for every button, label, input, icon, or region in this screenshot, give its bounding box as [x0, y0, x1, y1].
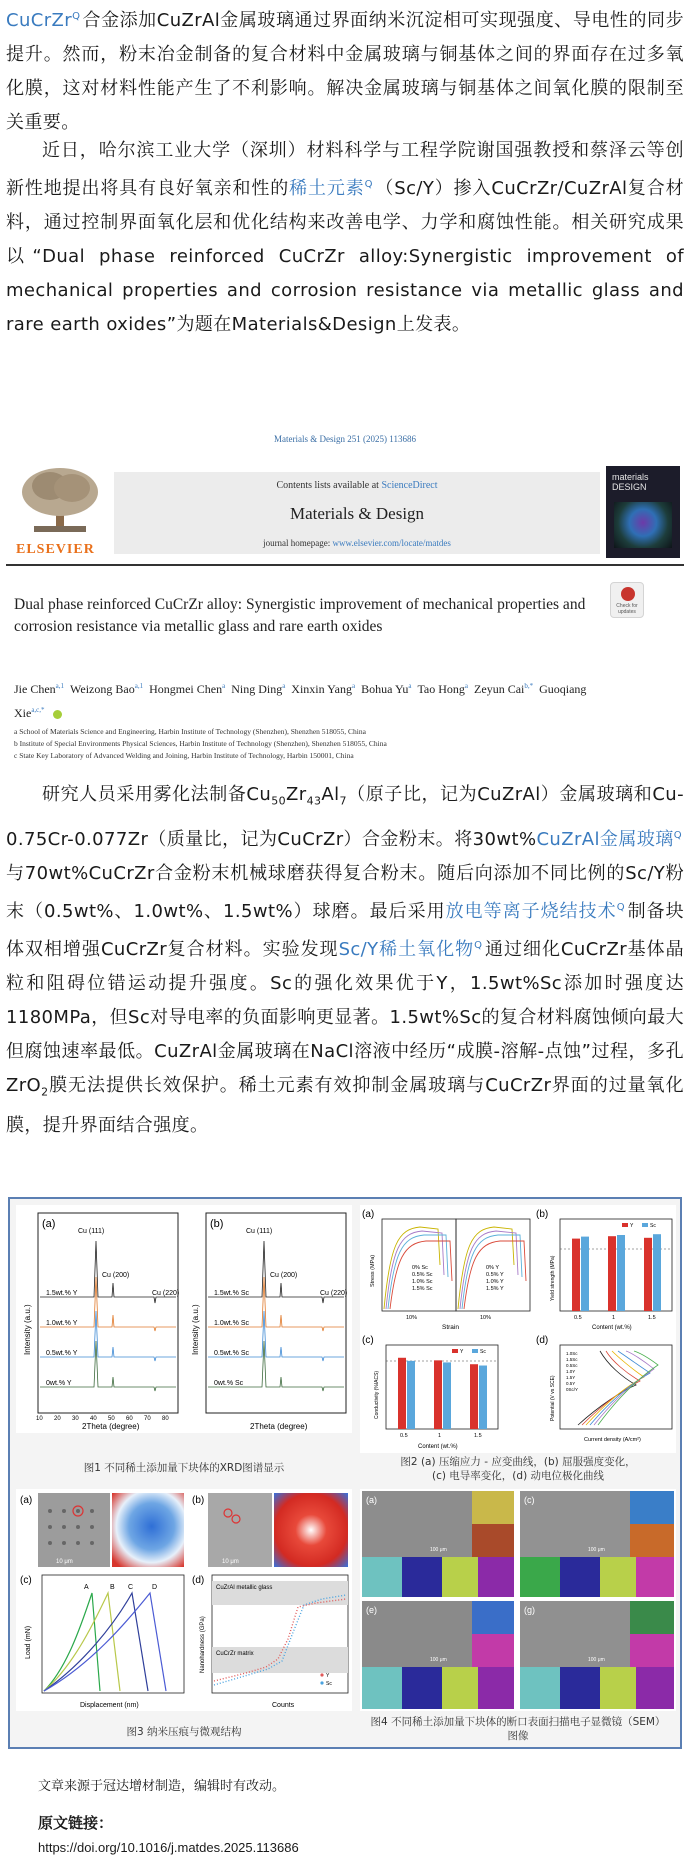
affiliation-mark: b,*	[524, 682, 534, 690]
figure-4-caption	[360, 1715, 676, 1743]
figure-2-caption	[360, 1455, 676, 1483]
journal-reference: Materials & Design 251 (2025) 113686	[274, 434, 416, 444]
news-paragraph	[6, 134, 684, 342]
method-text: 膜无法提供长效保护。稀土元素有效抑制金属玻璃与CuCrZr界面的过量氧化膜，提升界面结合强度。	[6, 1074, 684, 1137]
search-icon[interactable]: Q	[72, 11, 81, 22]
svg-text:1.0% Sc: 1.0% Sc	[412, 1279, 433, 1285]
conductivity-panel	[362, 1335, 498, 1450]
author-list	[14, 676, 594, 724]
svg-text:Sc: Sc	[650, 1223, 656, 1229]
yield-bars	[572, 1234, 661, 1311]
subscript: 43	[306, 794, 322, 808]
svg-text:70: 70	[144, 1416, 151, 1422]
intro-paragraph	[6, 0, 684, 140]
news-text-1: 近日，哈尔滨工业大学（深圳）材料科学与工程学院谢国强教授和蔡泽云等创新性地提出将具有良好氧亲和性的	[6, 140, 684, 199]
search-icon[interactable]: Q	[673, 829, 682, 841]
svg-text:Y: Y	[630, 1223, 634, 1229]
svg-text:10%: 10%	[406, 1315, 418, 1321]
svg-text:0% Sc: 0% Sc	[412, 1265, 428, 1271]
svg-text:1.5: 1.5	[474, 1433, 482, 1439]
svg-text:B: B	[110, 1584, 115, 1591]
svg-text:30: 30	[72, 1416, 79, 1422]
bar-sc	[581, 1237, 589, 1311]
method-text: 通过细化CuCrZr基体晶粒和阻碍位错运动提升强度。Sc的强化效果优于Y，1.5wt%Sc添加时强度达1180MPa，但Sc对导电率的负面影响更显著。1.5wt%Sc的复合材料腐蚀倾向最大但腐蚀速率最低。CuZrAl金属玻璃在NaCl溶液中经历“成膜-溶解-点蚀”过程，多孔ZrO	[6, 938, 684, 1096]
caption-line: 图2 (a) 压缩应力 - 应变曲线，(b) 屈服强度变化，	[400, 1456, 636, 1468]
svg-text:100 μm: 100 μm	[430, 1547, 447, 1553]
xrd-panel-b	[191, 1213, 347, 1431]
caption-line: (c) 电导率变化，(d) 动电位极化曲线	[432, 1470, 604, 1482]
author-name[interactable]: Ning Ding	[231, 682, 283, 696]
xrd-chart	[16, 1205, 352, 1433]
check-updates-icon	[621, 587, 635, 601]
author-name[interactable]: Guoqiang Xie	[14, 682, 587, 720]
y-axis-label: Load (mN)	[25, 1625, 32, 1659]
curve-label: 1.0wt.% Y	[46, 1320, 78, 1327]
author-name[interactable]: Weizong Bao	[70, 682, 135, 696]
cover-title: materials DESIGN	[612, 472, 649, 492]
journal-name: Materials & Design	[289, 504, 425, 523]
subscript: 7	[339, 794, 347, 808]
peak-label: Cu (220)	[152, 1290, 180, 1297]
figure-2-properties	[360, 1205, 676, 1453]
curve-label: 1.5wt.% Y	[46, 1290, 78, 1297]
svg-text:A: A	[84, 1584, 89, 1591]
sem-panel-g	[520, 1601, 674, 1709]
affiliation-mark: a	[282, 682, 286, 690]
y-axis-label: Conductivity (%IACS)	[374, 1370, 380, 1419]
peak-label: Cu (220)	[320, 1290, 348, 1297]
panel-label: (d)	[192, 1575, 205, 1586]
y-axis-label: Nanohardness (GPa)	[200, 1616, 206, 1673]
x-axis-label: Current density (A/cm²)	[584, 1437, 641, 1443]
affiliation-mark: a,c,*	[31, 706, 45, 714]
svg-text:1.5% Sc: 1.5% Sc	[412, 1286, 433, 1292]
sem-grid	[360, 1489, 676, 1711]
homepage-line	[114, 538, 600, 548]
panel-label: (c)	[20, 1575, 32, 1586]
curve-label: 1.5wt.% Sc	[214, 1290, 250, 1297]
bar-y	[644, 1238, 652, 1311]
curve-label: 0.5wt.% Sc	[214, 1350, 250, 1357]
affiliation-list	[14, 726, 614, 762]
x-axis-label: Strain	[442, 1324, 459, 1331]
sem-panel-e	[362, 1601, 514, 1709]
y-axis-label: Stress (MPa)	[370, 1254, 376, 1287]
x-axis-label: Content (wt.%)	[418, 1444, 458, 1450]
svg-text:(g): (g)	[524, 1605, 535, 1615]
affiliation-item: c State Key Laboratory of Advanced Welding and Joining, Harbin Institute of Technology, Harbin 150001, China	[14, 751, 354, 760]
intro-text: 合金添加CuZrAl金属玻璃通过界面纳米沉淀相可实现强度、导电性的同步提升。然而，粉末冶金制备的复合材料中金属玻璃与铜基体之间的界面存在过多氧化膜，这对材料性能产生了不利影响。解决金属玻璃与铜基体之间氧化膜的限制至关重要。	[6, 10, 684, 133]
hardness-map-a	[112, 1493, 184, 1567]
yield-strength-panel	[536, 1209, 672, 1331]
affiliation-mark: a	[464, 682, 469, 690]
affiliation-mark: a	[222, 682, 226, 690]
figure-panel	[8, 1197, 682, 1749]
y-axis-label: Intensity (a.u.)	[191, 1304, 200, 1355]
term-link-cucrzr[interactable]: CuCrZr	[6, 10, 73, 31]
panel-label: (b)	[192, 1495, 205, 1506]
svg-text:0% Y: 0% Y	[486, 1265, 500, 1271]
cover-image	[614, 502, 672, 548]
svg-text:20: 20	[54, 1416, 61, 1422]
svg-text:80: 80	[162, 1416, 169, 1422]
author-name[interactable]: Bohua Yu	[361, 682, 409, 696]
hardness-map-b	[274, 1493, 348, 1567]
figure-1-caption: 图1 不同稀土添加量下块体的XRD图谱显示	[83, 1462, 285, 1474]
contents-line	[114, 480, 600, 491]
tree-icon	[14, 466, 106, 536]
article-header-image	[6, 426, 684, 764]
author-name[interactable]: Tao Hong	[417, 682, 465, 696]
search-icon[interactable]: Q	[616, 901, 625, 913]
svg-text:50: 50	[108, 1416, 115, 1422]
elsevier-wordmark: ELSEVIER	[16, 542, 95, 557]
svg-text:D: D	[152, 1584, 158, 1591]
peak-label: Cu (200)	[270, 1272, 298, 1279]
bar-y	[608, 1236, 616, 1311]
author-name[interactable]: Jie Chen	[14, 682, 56, 696]
svg-text:60: 60	[126, 1416, 133, 1422]
method-paragraph	[6, 778, 684, 1143]
header-divider	[6, 564, 684, 566]
curve-label: 0wt.% Sc	[214, 1380, 244, 1387]
properties-chart	[360, 1205, 676, 1453]
panel-label: (b)	[210, 1218, 224, 1230]
y-axis-label: Yield strength (MPa)	[550, 1255, 556, 1301]
svg-text:0.5% Sc: 0.5% Sc	[412, 1272, 433, 1278]
figure-3-caption: 图3 纳米压痕与微观结构	[126, 1726, 242, 1738]
affiliation-mark: a	[351, 682, 356, 690]
article-title: Dual phase reinforced CuCrZr alloy: Synergistic improvement of mechanical properties and corrosion resistance via metallic glass and rare earth oxides	[14, 596, 586, 635]
peak-label: Cu (200)	[102, 1272, 130, 1279]
author-name[interactable]: Xinxin Yang	[291, 682, 352, 696]
affiliation-item: a School of Materials Science and Engineering, Harbin Institute of Technology (Shenzhen), Shenzhen 518055, China	[14, 727, 366, 736]
term-link-rare-earth-oxide[interactable]: Sc/Y稀土氧化物	[338, 938, 475, 960]
svg-text:(c): (c)	[524, 1495, 535, 1505]
sem-image-a	[38, 1493, 110, 1567]
original-link-url[interactable]: https://doi.org/10.1016/j.matdes.2025.113686	[38, 1840, 299, 1855]
svg-text:1.0Y: 1.0Y	[566, 1369, 576, 1374]
svg-text:Sc: Sc	[326, 1681, 332, 1687]
affiliation-item: b Institute of Special Environments Physical Sciences, Harbin Institute of Technology (Shenzhen), Shenzhen 518055, China	[14, 739, 387, 748]
contents-prefix: Contents lists available at	[276, 480, 382, 491]
search-icon[interactable]: Q	[474, 939, 483, 951]
curve-label: 0.5wt.% Y	[46, 1350, 78, 1357]
svg-text:0.5% Y: 0.5% Y	[486, 1272, 504, 1278]
svg-text:Sc: Sc	[480, 1349, 486, 1355]
x-axis-label: 2Theta (degree)	[82, 1422, 140, 1431]
method-text: 制备块体双相增强CuCrZr复合材料。实验发现	[6, 900, 684, 960]
homepage-prefix: journal homepage:	[263, 538, 333, 548]
panel-label: (c)	[362, 1335, 374, 1346]
svg-text:Y: Y	[326, 1673, 330, 1679]
author-name[interactable]: Hongmei Chen	[149, 682, 223, 696]
svg-text:(e): (e)	[366, 1605, 377, 1615]
term-link-sps[interactable]: 放电等离子烧结技术	[445, 900, 617, 922]
affiliation-mark: a,1	[55, 682, 65, 690]
y-axis-label: Potential (V vs SCE)	[550, 1375, 556, 1421]
x-axis-label: Counts	[272, 1702, 295, 1709]
svg-text:1.5% Y: 1.5% Y	[486, 1286, 504, 1292]
curve-label: 1.0wt.% Sc	[214, 1320, 250, 1327]
svg-text:0.5Sc: 0.5Sc	[566, 1363, 578, 1368]
method-text: （原子比，记为CuZrAl）金属玻璃和Cu-0.75Cr-0.077Zr（质量比，记为CuCrZr）合金粉末。将30wt%	[6, 784, 684, 850]
xrd-panel-a	[23, 1213, 179, 1431]
bar-sc	[479, 1366, 487, 1429]
svg-text:1: 1	[438, 1433, 442, 1439]
x-axis-label: 2Theta (degree)	[250, 1422, 308, 1431]
conductivity-bars	[398, 1358, 487, 1429]
svg-text:1.5Y: 1.5Y	[566, 1375, 576, 1380]
sem-image-b	[208, 1493, 272, 1567]
bar-sc	[653, 1234, 661, 1311]
sem-panel-a	[362, 1491, 514, 1597]
caption-line: 图像	[507, 1730, 529, 1742]
svg-text:1.5: 1.5	[648, 1315, 656, 1321]
svg-text:CuZrAl metallic glass: CuZrAl metallic glass	[216, 1585, 273, 1591]
news-text-2: （Sc/Y）掺入CuCrZr/CuZrAl复合材料，通过控制界面氧化层和优化结构来改善电学、力学和腐蚀性能。相关研究成果以“Dual phase reinforced CuCrZr alloy:Synergistic improvement of mechanical properties and corrosion resistance via metallic glass and rare earth oxides”为题在Materials&Design上发表。	[6, 178, 684, 335]
check-updates-label: Check for updates	[616, 603, 638, 615]
nanoindentation-chart	[16, 1489, 352, 1711]
y-axis-label: Intensity (a.u.)	[23, 1304, 32, 1355]
polarization-panel	[536, 1335, 672, 1443]
bar-sc	[407, 1361, 415, 1429]
source-note: 文章来源于冠达增材制造，编辑时有改动。	[38, 1779, 286, 1794]
svg-text:40: 40	[90, 1416, 97, 1422]
svg-text:Y: Y	[460, 1349, 464, 1355]
method-text: 与70wt%CuCrZr合金粉末机械球磨获得复合粉末。随后向添加不同比例的Sc/Y粉末（0.5wt%、1.0wt%、1.5wt%）球磨。最后采用	[6, 862, 684, 922]
journal-header	[14, 466, 602, 558]
svg-text:0.5: 0.5	[574, 1315, 582, 1321]
method-text: Al	[321, 784, 340, 805]
figure-1-xrd	[16, 1205, 352, 1433]
journal-cover	[606, 466, 680, 558]
method-text: Zr	[286, 784, 307, 805]
peak-label: Cu (111)	[78, 1228, 105, 1235]
affiliation-mark: a,1	[134, 682, 144, 690]
search-icon[interactable]: Q	[364, 179, 373, 190]
svg-text:1: 1	[612, 1315, 616, 1321]
bar-y	[398, 1358, 406, 1429]
svg-text:0.5: 0.5	[400, 1433, 408, 1439]
panel-label: (a)	[362, 1209, 375, 1220]
svg-text:10 μm: 10 μm	[56, 1559, 73, 1565]
method-text: 研究人员采用雾化法制备Cu	[42, 784, 272, 805]
peak-label: Cu (111)	[246, 1228, 273, 1235]
svg-text:0.5Y: 0.5Y	[566, 1381, 576, 1386]
subscript: 2	[41, 1085, 49, 1099]
x-axis-label: Displacement (nm)	[80, 1702, 139, 1709]
svg-text:C: C	[128, 1584, 134, 1591]
caption-line: 图4 不同稀土添加量下块体的断口表面扫描电子显微镜（SEM）	[370, 1716, 666, 1728]
panel-label: (a)	[20, 1495, 33, 1506]
svg-text:1.0% Y: 1.0% Y	[486, 1279, 504, 1285]
svg-text:100 μm: 100 μm	[430, 1657, 447, 1663]
svg-text:10: 10	[36, 1416, 43, 1422]
panel-label: (a)	[42, 1218, 56, 1230]
elsevier-logo	[14, 466, 106, 558]
curve-label: 0wt.% Y	[46, 1380, 72, 1387]
svg-text:100 μm: 100 μm	[588, 1657, 605, 1663]
journal-banner	[114, 472, 600, 554]
svg-text:0Sc/Y: 0Sc/Y	[566, 1387, 579, 1392]
x-axis-label: Content (wt.%)	[592, 1325, 632, 1331]
bar-y	[572, 1239, 580, 1311]
svg-text:(a): (a)	[366, 1495, 377, 1505]
stress-strain-panel	[362, 1209, 530, 1331]
svg-text:10%: 10%	[480, 1315, 492, 1321]
bar-sc	[617, 1235, 625, 1311]
svg-text:10 μm: 10 μm	[222, 1559, 239, 1565]
svg-text:1.0Sc: 1.0Sc	[566, 1351, 578, 1356]
bar-y	[470, 1364, 478, 1429]
original-link-label: 原文链接：	[38, 1814, 114, 1832]
term-link-rare-earth[interactable]: 稀土元素	[289, 178, 365, 199]
author-name[interactable]: Zeyun Cai	[474, 682, 525, 696]
panel-label: (b)	[536, 1209, 549, 1220]
affiliation-mark: a	[408, 682, 412, 690]
orcid-icon[interactable]	[53, 710, 62, 719]
svg-text:1.5Sc: 1.5Sc	[566, 1357, 578, 1362]
term-link-metallic-glass[interactable]: CuZrAl金属玻璃	[536, 828, 674, 850]
subscript: 50	[271, 794, 287, 808]
panel-label: (d)	[536, 1335, 549, 1346]
sciencedirect-link[interactable]: ScienceDirect	[381, 480, 438, 491]
check-for-updates-button[interactable]	[610, 582, 644, 618]
homepage-link[interactable]: www.elsevier.com/locate/matdes	[332, 538, 451, 548]
bar-y	[434, 1360, 442, 1429]
figure-4-sem	[360, 1489, 676, 1711]
bar-sc	[443, 1362, 451, 1429]
figure-3-nanoindentation	[16, 1489, 352, 1711]
svg-text:100 μm: 100 μm	[588, 1547, 605, 1553]
svg-text:CuCrZr matrix: CuCrZr matrix	[216, 1651, 254, 1657]
sem-panel-c	[520, 1491, 674, 1597]
